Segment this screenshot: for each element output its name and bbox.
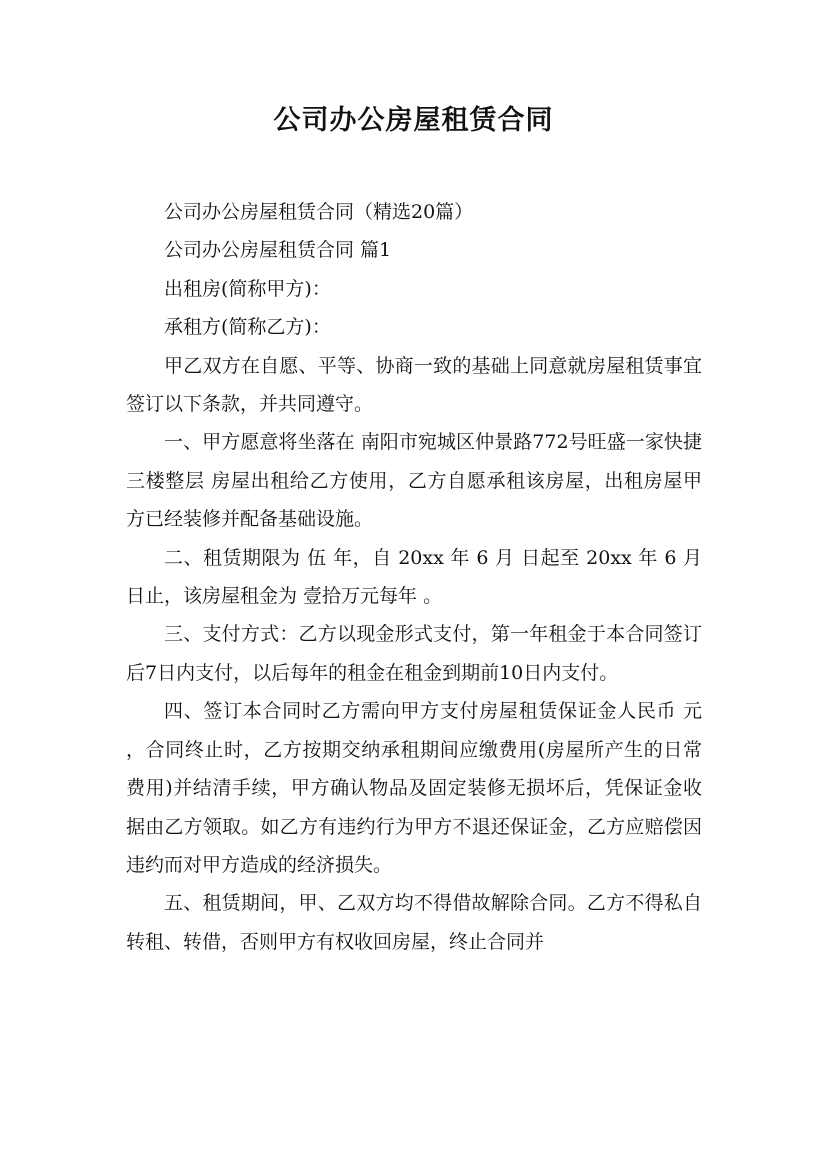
paragraph-lessor: 出租房(简称甲方)： [164,277,331,300]
paragraph-clause-4: 四、签订本合同时乙方需向甲方支付房屋租赁保证金人民币 元 ，合同终止时，乙方按期交纳承租期间应缴费用(房屋所产生的日常费用)并结清手续，甲方确认物品及固定装修无损坏后，凭保证金收据由乙方领取。如乙方有违约行为甲方不退还保证金，乙方应赔偿因违约而对甲方造成的经济损失。 [126,700,702,876]
paragraph-clause-2: 二、租赁期限为 伍 年，自 20xx 年 6 月 日起至 20xx 年 6 月 日止，该房屋租金为 壹拾万元每年 。 [126,546,702,608]
paragraph-preamble: 甲乙双方在自愿、平等、协商一致的基础上同意就房屋租赁事宜签订以下条款，并共同遵守。 [126,354,702,416]
document-title: 公司办公房屋租赁合同 [273,105,554,136]
paragraph-clause-1: 一、甲方愿意将坐落在 南阳市宛城区仲景路772号旺盛一家快捷三楼整层 房屋出租给乙方使用，乙方自愿承租该房屋，出租房屋甲方已经装修并配备基础设施。 [126,431,702,531]
document-body [126,193,702,961]
paragraph-clause-5: 五、租赁期间，甲、乙双方均不得借故解除合同。乙方不得私自转租、转借，否则甲方有权收回房屋，终止合同并 [126,892,702,953]
paragraph-clause-3: 三、支付方式：乙方以现金形式支付，第一年租金于本合同签订后7日内支付，以后每年的租金在租金到期前10日内支付。 [126,623,702,684]
paragraph-subtitle: 公司办公房屋租赁合同（精选20篇） [164,201,474,223]
paragraph-section-heading: 公司办公房屋租赁合同 篇1 [164,239,392,262]
paragraph-lessee: 承租方(简称乙方)： [164,316,331,339]
